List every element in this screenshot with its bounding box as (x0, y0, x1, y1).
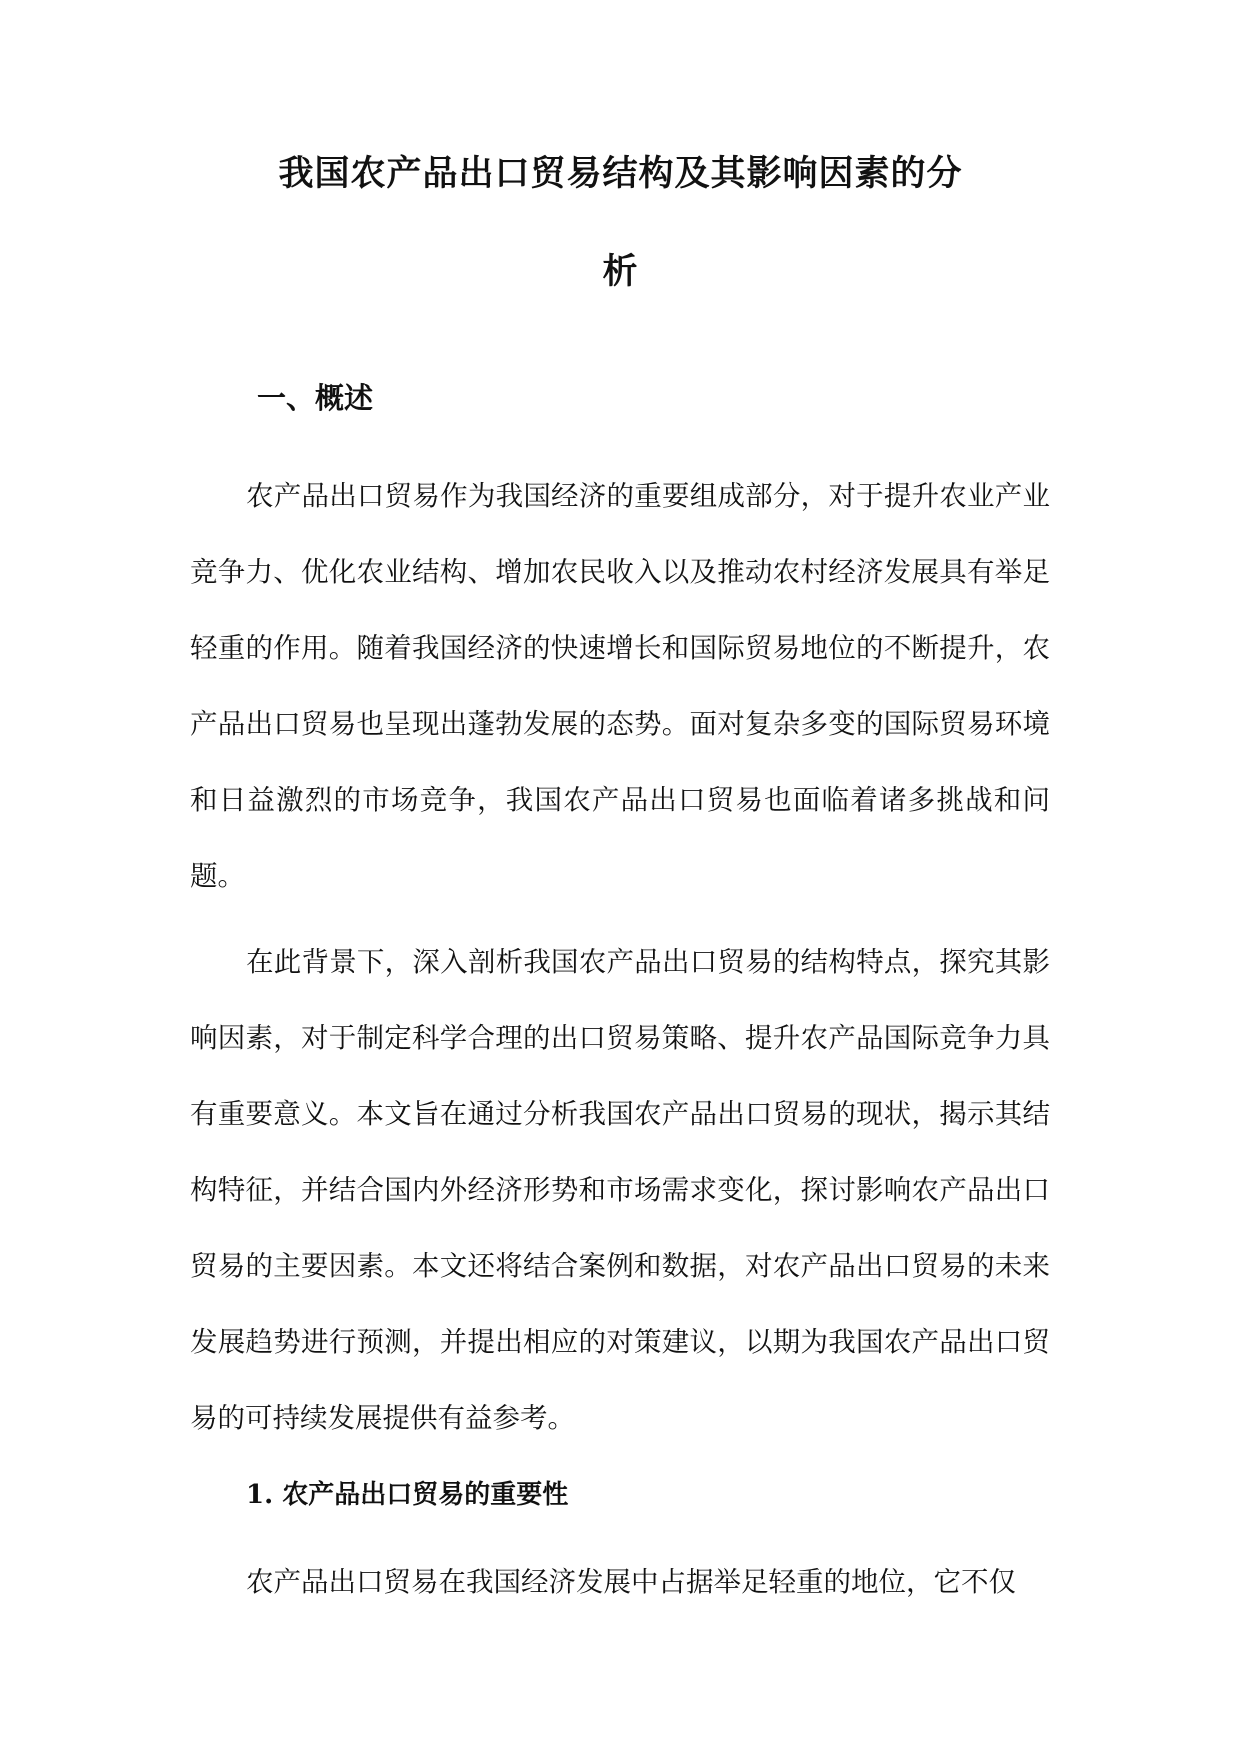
paragraph-3: 农产品出口贸易在我国经济发展中占据举足轻重的地位，它不仅 (246, 1566, 1016, 1598)
paragraph-2: 在此背景下，深入剖析我国农产品出口贸易的结构特点，探究其影响因素，对于制定科学合理的出口贸易策略、提升农产品国际竞争力具有重要意义。本文旨在通过分析我国农产品出口贸易的现状，揭示其结构特征，并结合国内外经济形势和市场需求变化，探讨影响农产品出口贸易的主要因素。本文还将结合案例和数据，对农产品出口贸易的未来发展趋势进行预测，并提出相应的对策建议，以期为我国农产品出口贸易的可持续发展提供有益参考。 (190, 946, 1050, 1434)
document-title-line-1: 我国农产品出口贸易结构及其影响因素的分 (278, 153, 963, 194)
document-title-line-2: 析 (602, 251, 639, 292)
section-heading-overview: 一、概述 (257, 381, 374, 415)
paragraph-1: 农产品出口贸易作为我国经济的重要组成部分，对于提升农业产业竞争力、优化农业结构、增加农民收入以及推动农村经济发展具有举足轻重的作用。随着我国经济的快速增长和国际贸易地位的不断提升，农产品出口贸易也呈现出蓬勃发展的态势。面对复杂多变的国际贸易环境和日益激烈的市场竞争，我国农产品出口贸易也面临着诸多挑战和问题。 (190, 480, 1050, 892)
subsection-heading-importance: 1. 农产品出口贸易的重要性 (246, 1480, 569, 1510)
